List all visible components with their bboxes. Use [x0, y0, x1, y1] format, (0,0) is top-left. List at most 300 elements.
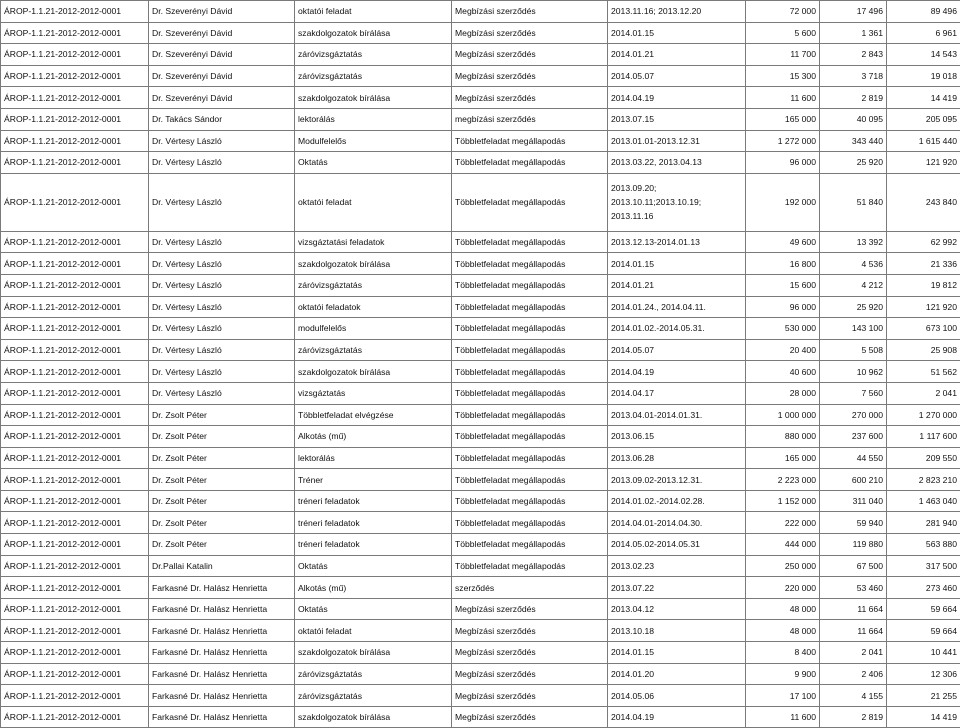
date-cell [608, 685, 746, 707]
project-cell: ÁROP-1.1.21-2012-2012-0001 [1, 253, 149, 275]
person-cell: Dr. Szeverényi Dávid [149, 1, 295, 23]
tax-amount-cell: 1 361 [820, 22, 887, 44]
total-amount-cell: 19 018 [887, 65, 960, 87]
task-cell: tréneri feladatok [295, 534, 452, 556]
date-cell [608, 108, 746, 130]
net-amount-cell: 1 000 000 [746, 404, 820, 426]
date-cell [608, 318, 746, 340]
task-cell: Oktatás [295, 555, 452, 577]
date-cell [608, 577, 746, 599]
tax-amount-cell: 53 460 [820, 577, 887, 599]
person-cell: Farkasné Dr. Halász Henrietta [149, 577, 295, 599]
project-cell: ÁROP-1.1.21-2012-2012-0001 [1, 404, 149, 426]
date-cell [608, 447, 746, 469]
contract-cell: Többletfeladat megállapodás [452, 490, 608, 512]
net-amount-cell: 1 152 000 [746, 490, 820, 512]
table-row [1, 382, 960, 404]
total-amount-cell: 673 100 [887, 318, 960, 340]
project-cell: ÁROP-1.1.21-2012-2012-0001 [1, 469, 149, 491]
person-cell: Dr. Vértesy László [149, 130, 295, 152]
task-cell: záróvizsgáztatás [295, 65, 452, 87]
person-cell: Dr. Szeverényi Dávid [149, 44, 295, 66]
project-cell: ÁROP-1.1.21-2012-2012-0001 [1, 274, 149, 296]
total-amount-cell: 2 041 [887, 382, 960, 404]
person-cell: Dr. Zsolt Péter [149, 512, 295, 534]
tax-amount-cell: 25 920 [820, 152, 887, 174]
project-cell: ÁROP-1.1.21-2012-2012-0001 [1, 447, 149, 469]
table-row [1, 469, 960, 491]
person-cell: Dr. Zsolt Péter [149, 469, 295, 491]
tax-amount-cell: 5 508 [820, 339, 887, 361]
person-cell: Farkasné Dr. Halász Henrietta [149, 620, 295, 642]
table-row [1, 296, 960, 318]
table-row [1, 598, 960, 620]
tax-amount-cell: 2 406 [820, 663, 887, 685]
project-cell: ÁROP-1.1.21-2012-2012-0001 [1, 706, 149, 728]
task-cell: szakdolgozatok bírálása [295, 87, 452, 109]
contract-cell: Többletfeladat megállapodás [452, 361, 608, 383]
date-line: 2013.12.13-2014.01.13 [611, 237, 742, 247]
date-cell [608, 490, 746, 512]
tax-amount-cell: 51 840 [820, 173, 887, 231]
contract-cell: Többletfeladat megállapodás [452, 274, 608, 296]
tax-amount-cell: 10 962 [820, 361, 887, 383]
total-amount-cell: 59 664 [887, 598, 960, 620]
net-amount-cell: 9 900 [746, 663, 820, 685]
contract-cell: Megbízási szerződés [452, 87, 608, 109]
table-row [1, 361, 960, 383]
person-cell: Dr. Vértesy László [149, 274, 295, 296]
tax-amount-cell: 67 500 [820, 555, 887, 577]
date-cell [608, 274, 746, 296]
task-cell: Alkotás (mű) [295, 426, 452, 448]
tax-amount-cell: 59 940 [820, 512, 887, 534]
total-amount-cell: 2 823 210 [887, 469, 960, 491]
net-amount-cell: 96 000 [746, 152, 820, 174]
date-line: 2014.01.15 [611, 259, 742, 269]
contract-cell: Megbízási szerződés [452, 706, 608, 728]
total-amount-cell: 21 336 [887, 253, 960, 275]
date-line: 2013.11.16 [611, 209, 742, 223]
person-cell: Dr. Vértesy László [149, 361, 295, 383]
contract-cell: Megbízási szerződés [452, 44, 608, 66]
table-row [1, 447, 960, 469]
project-cell: ÁROP-1.1.21-2012-2012-0001 [1, 231, 149, 253]
tax-amount-cell: 311 040 [820, 490, 887, 512]
date-cell [608, 22, 746, 44]
person-cell: Farkasné Dr. Halász Henrietta [149, 642, 295, 664]
net-amount-cell: 15 600 [746, 274, 820, 296]
total-amount-cell: 281 940 [887, 512, 960, 534]
total-amount-cell: 59 664 [887, 620, 960, 642]
contract-cell: Többletfeladat megállapodás [452, 296, 608, 318]
table-row [1, 173, 960, 231]
table-row [1, 706, 960, 728]
net-amount-cell: 72 000 [746, 1, 820, 23]
person-cell: Farkasné Dr. Halász Henrietta [149, 685, 295, 707]
net-amount-cell: 20 400 [746, 339, 820, 361]
person-cell: Dr. Szeverényi Dávid [149, 22, 295, 44]
task-cell: Oktatás [295, 598, 452, 620]
date-line: 2013.02.23 [611, 561, 742, 571]
table-row [1, 274, 960, 296]
person-cell: Dr. Vértesy László [149, 231, 295, 253]
date-line: 2014.05.07 [611, 345, 742, 355]
tax-amount-cell: 270 000 [820, 404, 887, 426]
task-cell: vizsgáztatás [295, 382, 452, 404]
net-amount-cell: 250 000 [746, 555, 820, 577]
contract-cell: Többletfeladat megállapodás [452, 555, 608, 577]
project-cell: ÁROP-1.1.21-2012-2012-0001 [1, 130, 149, 152]
date-cell [608, 555, 746, 577]
contract-cell: Többletfeladat megállapodás [452, 512, 608, 534]
contract-cell: Megbízási szerződés [452, 620, 608, 642]
task-cell: vizsgáztatási feladatok [295, 231, 452, 253]
person-cell: Dr. Vértesy László [149, 152, 295, 174]
contract-cell: Megbízási szerződés [452, 685, 608, 707]
net-amount-cell: 8 400 [746, 642, 820, 664]
person-cell: Dr. Vértesy László [149, 253, 295, 275]
net-amount-cell: 880 000 [746, 426, 820, 448]
date-cell [608, 87, 746, 109]
tax-amount-cell: 2 819 [820, 87, 887, 109]
contract-cell: Többletfeladat megállapodás [452, 426, 608, 448]
tax-amount-cell: 343 440 [820, 130, 887, 152]
tax-amount-cell: 11 664 [820, 620, 887, 642]
date-line: 2014.01.21 [611, 49, 742, 59]
person-cell: Farkasné Dr. Halász Henrietta [149, 598, 295, 620]
task-cell: szakdolgozatok bírálása [295, 22, 452, 44]
project-cell: ÁROP-1.1.21-2012-2012-0001 [1, 620, 149, 642]
net-amount-cell: 48 000 [746, 598, 820, 620]
date-cell [608, 598, 746, 620]
date-line: 2013.03.22, 2013.04.13 [611, 157, 742, 167]
date-cell [608, 706, 746, 728]
table-row [1, 663, 960, 685]
date-line: 2013.04.12 [611, 604, 742, 614]
table-row [1, 1, 960, 23]
person-cell: Dr. Zsolt Péter [149, 447, 295, 469]
table-row [1, 685, 960, 707]
total-amount-cell: 25 908 [887, 339, 960, 361]
person-cell: Farkasné Dr. Halász Henrietta [149, 663, 295, 685]
contract-cell: Többletfeladat megállapodás [452, 404, 608, 426]
contract-cell: Többletfeladat megállapodás [452, 130, 608, 152]
tax-amount-cell: 2 843 [820, 44, 887, 66]
date-line: 2014.04.19 [611, 712, 742, 722]
task-cell: szakdolgozatok bírálása [295, 706, 452, 728]
table-row [1, 44, 960, 66]
person-cell: Dr. Vértesy László [149, 339, 295, 361]
net-amount-cell: 5 600 [746, 22, 820, 44]
table-row [1, 65, 960, 87]
project-cell: ÁROP-1.1.21-2012-2012-0001 [1, 152, 149, 174]
total-amount-cell: 121 920 [887, 296, 960, 318]
net-amount-cell: 96 000 [746, 296, 820, 318]
date-line: 2014.04.19 [611, 367, 742, 377]
contract-cell: Megbízási szerződés [452, 22, 608, 44]
table-row [1, 108, 960, 130]
table-row [1, 512, 960, 534]
contract-cell: Megbízási szerződés [452, 65, 608, 87]
table-row [1, 339, 960, 361]
date-cell [608, 1, 746, 23]
total-amount-cell: 209 550 [887, 447, 960, 469]
contract-cell: Megbízási szerződés [452, 642, 608, 664]
net-amount-cell: 165 000 [746, 447, 820, 469]
person-cell: Farkasné Dr. Halász Henrietta [149, 706, 295, 728]
date-cell [608, 339, 746, 361]
net-amount-cell: 16 800 [746, 253, 820, 275]
date-line: 2013.10.18 [611, 626, 742, 636]
date-line: 2014.01.15 [611, 28, 742, 38]
person-cell: Dr. Zsolt Péter [149, 426, 295, 448]
date-cell [608, 361, 746, 383]
task-cell: Többletfeladat elvégzése [295, 404, 452, 426]
date-line: 2013.09.20; [611, 181, 742, 195]
net-amount-cell: 2 223 000 [746, 469, 820, 491]
task-cell: oktatói feladatok [295, 296, 452, 318]
table-row [1, 318, 960, 340]
total-amount-cell: 243 840 [887, 173, 960, 231]
project-cell: ÁROP-1.1.21-2012-2012-0001 [1, 87, 149, 109]
date-line: 2014.01.24., 2014.04.11. [611, 302, 742, 312]
person-cell: Dr. Zsolt Péter [149, 490, 295, 512]
person-cell: Dr. Vértesy László [149, 296, 295, 318]
date-cell [608, 404, 746, 426]
date-line: 2014.01.02.-2014.05.31. [611, 323, 742, 333]
date-cell [608, 512, 746, 534]
person-cell: Dr. Szeverényi Dávid [149, 65, 295, 87]
table-row [1, 87, 960, 109]
total-amount-cell: 6 961 [887, 22, 960, 44]
net-amount-cell: 192 000 [746, 173, 820, 231]
table-row [1, 253, 960, 275]
project-cell: ÁROP-1.1.21-2012-2012-0001 [1, 108, 149, 130]
task-cell: oktatói feladat [295, 620, 452, 642]
person-cell: Dr. Vértesy László [149, 318, 295, 340]
date-cell [608, 620, 746, 642]
tax-amount-cell: 3 718 [820, 65, 887, 87]
project-cell: ÁROP-1.1.21-2012-2012-0001 [1, 663, 149, 685]
date-line: 2014.01.20 [611, 669, 742, 679]
table-row [1, 490, 960, 512]
task-cell: záróvizsgáztatás [295, 339, 452, 361]
table-row [1, 620, 960, 642]
table-row [1, 152, 960, 174]
date-line: 2013.11.16; 2013.12.20 [611, 6, 742, 16]
person-cell: Dr. Zsolt Péter [149, 534, 295, 556]
total-amount-cell: 19 812 [887, 274, 960, 296]
project-cell: ÁROP-1.1.21-2012-2012-0001 [1, 534, 149, 556]
net-amount-cell: 40 600 [746, 361, 820, 383]
project-cell: ÁROP-1.1.21-2012-2012-0001 [1, 318, 149, 340]
project-cell: ÁROP-1.1.21-2012-2012-0001 [1, 382, 149, 404]
tax-amount-cell: 2 041 [820, 642, 887, 664]
date-line: 2014.05.07 [611, 71, 742, 81]
date-line: 2013.09.02-2013.12.31. [611, 475, 742, 485]
tax-amount-cell: 17 496 [820, 1, 887, 23]
table-row [1, 130, 960, 152]
contract-cell: Többletfeladat megállapodás [452, 447, 608, 469]
net-amount-cell: 165 000 [746, 108, 820, 130]
task-cell: tréneri feladatok [295, 490, 452, 512]
total-amount-cell: 51 562 [887, 361, 960, 383]
date-line: 2013.10.11;2013.10.19; [611, 195, 742, 209]
date-line: 2014.04.01-2014.04.30. [611, 518, 742, 528]
total-amount-cell: 10 441 [887, 642, 960, 664]
person-cell: Dr. Szeverényi Dávid [149, 87, 295, 109]
date-line: 2013.06.28 [611, 453, 742, 463]
project-cell: ÁROP-1.1.21-2012-2012-0001 [1, 296, 149, 318]
date-cell [608, 231, 746, 253]
project-cell: ÁROP-1.1.21-2012-2012-0001 [1, 44, 149, 66]
date-line: 2013.06.15 [611, 431, 742, 441]
total-amount-cell: 14 543 [887, 44, 960, 66]
task-cell: modulfelelős [295, 318, 452, 340]
net-amount-cell: 17 100 [746, 685, 820, 707]
date-line: 2014.01.15 [611, 647, 742, 657]
date-cell [608, 534, 746, 556]
total-amount-cell: 1 463 040 [887, 490, 960, 512]
contract-cell: Többletfeladat megállapodás [452, 469, 608, 491]
tax-amount-cell: 4 536 [820, 253, 887, 275]
tax-amount-cell: 11 664 [820, 598, 887, 620]
contract-cell: Többletfeladat megállapodás [452, 173, 608, 231]
total-amount-cell: 21 255 [887, 685, 960, 707]
tax-amount-cell: 2 819 [820, 706, 887, 728]
date-line: 2013.01.01-2013.12.31 [611, 136, 742, 146]
task-cell: szakdolgozatok bírálása [295, 361, 452, 383]
contract-cell: Többletfeladat megállapodás [452, 318, 608, 340]
tax-amount-cell: 119 880 [820, 534, 887, 556]
total-amount-cell: 14 419 [887, 706, 960, 728]
date-cell [608, 296, 746, 318]
project-cell: ÁROP-1.1.21-2012-2012-0001 [1, 173, 149, 231]
table-row [1, 231, 960, 253]
project-cell: ÁROP-1.1.21-2012-2012-0001 [1, 426, 149, 448]
task-cell: lektorálás [295, 447, 452, 469]
date-cell [608, 44, 746, 66]
person-cell: Dr. Zsolt Péter [149, 404, 295, 426]
project-cell: ÁROP-1.1.21-2012-2012-0001 [1, 685, 149, 707]
contract-cell: Megbízási szerződés [452, 663, 608, 685]
date-line: 2014.01.21 [611, 280, 742, 290]
net-amount-cell: 222 000 [746, 512, 820, 534]
table-row [1, 555, 960, 577]
total-amount-cell: 12 306 [887, 663, 960, 685]
person-cell: Dr. Vértesy László [149, 382, 295, 404]
project-cell: ÁROP-1.1.21-2012-2012-0001 [1, 361, 149, 383]
date-cell [608, 65, 746, 87]
tax-amount-cell: 40 095 [820, 108, 887, 130]
task-cell: lektorálás [295, 108, 452, 130]
date-line: 2014.04.17 [611, 388, 742, 398]
contract-cell: Többletfeladat megállapodás [452, 534, 608, 556]
project-cell: ÁROP-1.1.21-2012-2012-0001 [1, 65, 149, 87]
contract-cell: Többletfeladat megállapodás [452, 231, 608, 253]
contract-cell: megbízási szerződés [452, 108, 608, 130]
total-amount-cell: 317 500 [887, 555, 960, 577]
contract-cell: Többletfeladat megállapodás [452, 339, 608, 361]
tax-amount-cell: 4 212 [820, 274, 887, 296]
task-cell: Modulfelelős [295, 130, 452, 152]
date-line: 2014.04.19 [611, 93, 742, 103]
task-cell: záróvizsgáztatás [295, 663, 452, 685]
net-amount-cell: 49 600 [746, 231, 820, 253]
contract-cell: Megbízási szerződés [452, 1, 608, 23]
person-cell: Dr.Pallai Katalin [149, 555, 295, 577]
total-amount-cell: 1 615 440 [887, 130, 960, 152]
task-cell: oktatói feladat [295, 1, 452, 23]
task-cell: oktatói feladat [295, 173, 452, 231]
date-cell [608, 382, 746, 404]
tax-amount-cell: 143 100 [820, 318, 887, 340]
net-amount-cell: 15 300 [746, 65, 820, 87]
project-cell: ÁROP-1.1.21-2012-2012-0001 [1, 22, 149, 44]
project-cell: ÁROP-1.1.21-2012-2012-0001 [1, 577, 149, 599]
table-row [1, 642, 960, 664]
contract-cell: Többletfeladat megállapodás [452, 253, 608, 275]
task-cell: Oktatás [295, 152, 452, 174]
total-amount-cell: 1 117 600 [887, 426, 960, 448]
total-amount-cell: 205 095 [887, 108, 960, 130]
project-cell: ÁROP-1.1.21-2012-2012-0001 [1, 555, 149, 577]
date-line: 2013.04.01-2014.01.31. [611, 410, 742, 420]
table-body [1, 1, 960, 728]
task-cell: Alkotás (mű) [295, 577, 452, 599]
net-amount-cell: 28 000 [746, 382, 820, 404]
total-amount-cell: 121 920 [887, 152, 960, 174]
total-amount-cell: 89 496 [887, 1, 960, 23]
total-amount-cell: 62 992 [887, 231, 960, 253]
project-cell: ÁROP-1.1.21-2012-2012-0001 [1, 598, 149, 620]
contract-cell: Többletfeladat megállapodás [452, 382, 608, 404]
date-cell [608, 642, 746, 664]
tax-amount-cell: 4 155 [820, 685, 887, 707]
net-amount-cell: 11 600 [746, 706, 820, 728]
date-cell [608, 663, 746, 685]
table-row [1, 22, 960, 44]
date-line: 2013.07.22 [611, 583, 742, 593]
tax-amount-cell: 7 560 [820, 382, 887, 404]
date-cell [608, 173, 746, 231]
contract-cell: Megbízási szerződés [452, 598, 608, 620]
task-cell: tréneri feladatok [295, 512, 452, 534]
total-amount-cell: 1 270 000 [887, 404, 960, 426]
table-row [1, 404, 960, 426]
total-amount-cell: 273 460 [887, 577, 960, 599]
tax-amount-cell: 237 600 [820, 426, 887, 448]
net-amount-cell: 530 000 [746, 318, 820, 340]
total-amount-cell: 14 419 [887, 87, 960, 109]
person-cell: Dr. Vértesy László [149, 173, 295, 231]
project-cell: ÁROP-1.1.21-2012-2012-0001 [1, 642, 149, 664]
table-row [1, 534, 960, 556]
date-cell [608, 253, 746, 275]
net-amount-cell: 1 272 000 [746, 130, 820, 152]
tax-amount-cell: 44 550 [820, 447, 887, 469]
task-cell: záróvizsgáztatás [295, 274, 452, 296]
table-row [1, 577, 960, 599]
date-line: 2014.05.06 [611, 691, 742, 701]
task-cell: záróvizsgáztatás [295, 685, 452, 707]
project-cell: ÁROP-1.1.21-2012-2012-0001 [1, 512, 149, 534]
task-cell: záróvizsgáztatás [295, 44, 452, 66]
net-amount-cell: 11 700 [746, 44, 820, 66]
tax-amount-cell: 600 210 [820, 469, 887, 491]
date-cell [608, 426, 746, 448]
